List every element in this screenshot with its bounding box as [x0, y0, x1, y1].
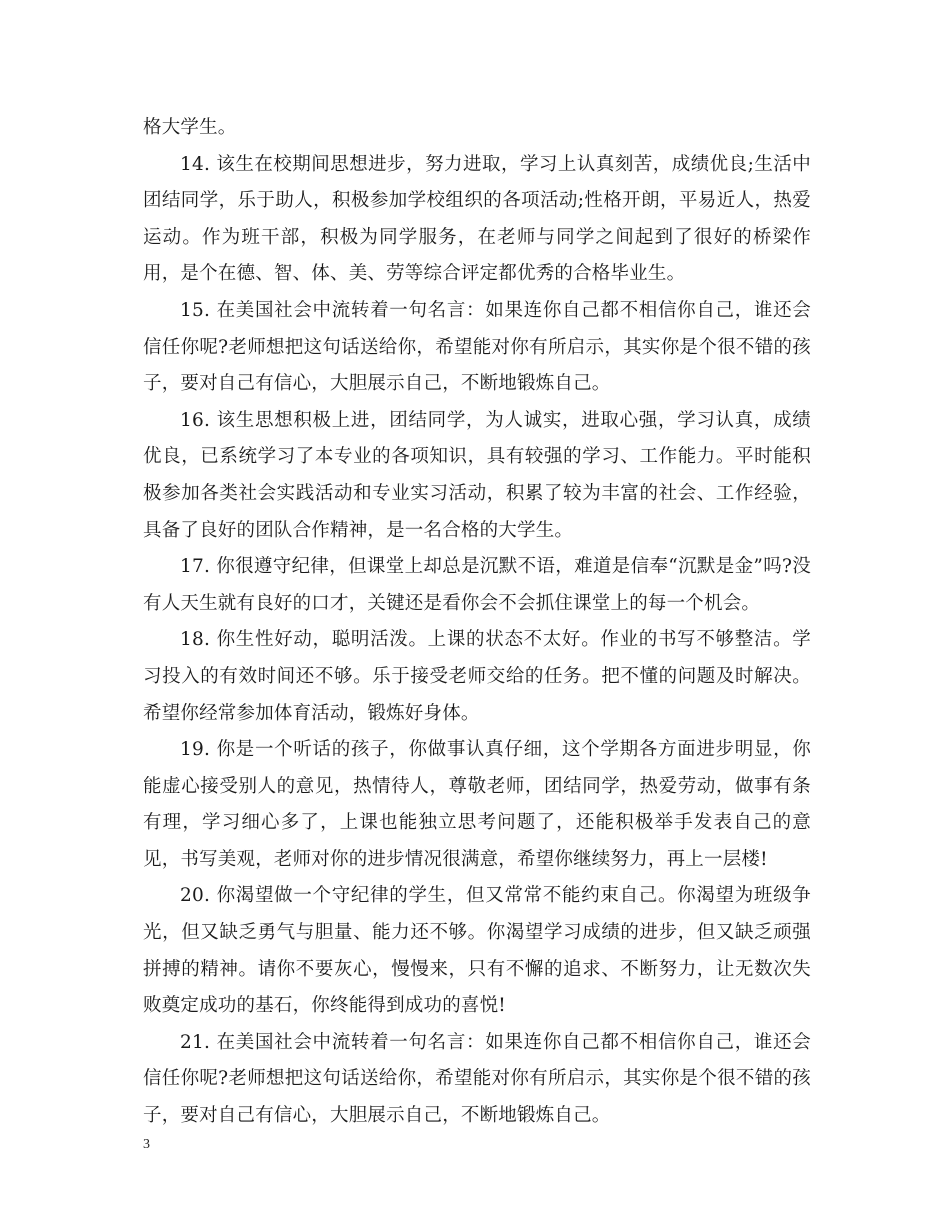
paragraph-17: 17. 你很遵守纪律，但课堂上却总是沉默不语，难道是信奉“沉默是金”吗?没有人天生就有良好的口才，关键还是看你会不会抓住课堂上的每一个机会。 [143, 556, 811, 614]
paragraph-18: 18. 你生性好动，聪明活泼。上课的状态不太好。作业的书写不够整洁。学习投入的有效时间还不够。乐于接受老师交给的任务。把不懂的问题及时解决。希望你经常参加体育活动，锻炼好身体。 [143, 629, 811, 724]
paragraph-continuation: 格大学生。 [143, 117, 237, 138]
paragraph-21: 21. 在美国社会中流转着一句名言：如果连你自己都不相信你自己，谁还会信任你呢?老师想把这句话送给你，希望能对你有所启示，其实你是个很不错的孩子，要对自己有信心，大胆展示自己，不断地锻炼自己。 [143, 1031, 811, 1127]
paragraph-20: 20. 你渴望做一个守纪律的学生，但又常常不能约束自己。你渴望为班级争光，但又缺乏勇气与胆量、能力还不够。你渴望学习成绩的进步，但又缺乏顽强拼搏的精神。请你不要灰心，慢慢来，只有不懈的追求、不断努力，让无数次失败奠定成功的基石，你终能得到成功的喜悦! [143, 885, 811, 1017]
paragraph-14: 14. 该生在校期间思想进步，努力进取，学习上认真刻苦，成绩优良;生活中团结同学，乐于助人，积极参加学校组织的各项活动;性格开朗，平易近人，热爱运动。作为班干部，积极为同学服务，在老师与同学之间起到了很好的桥梁作用，是个在德、智、体、美、劳等综合评定都优秀的合格毕业生。 [143, 153, 811, 285]
page-number: 3 [143, 1137, 150, 1152]
paragraph-19: 19. 你是一个听话的孩子，你做事认真仔细，这个学期各方面进步明显，你能虚心接受别人的意见，热情待人，尊敬老师，团结同学，热爱劳动，做事有条有理，学习细心多了，上课也能独立思考问题了，还能积极举手发表自己的意见，书写美观，老师对你的进步情况很满意，希望你继续努力，再上一层楼! [143, 739, 811, 870]
document-body [143, 110, 811, 1135]
paragraph-15: 15. 在美国社会中流转着一句名言：如果连你自己都不相信你自己，谁还会信任你呢?老师想把这句话送给你，希望能对你有所启示，其实你是个很不错的孩子，要对自己有信心，大胆展示自己，不断地锻炼自己。 [143, 299, 811, 395]
paragraph-16: 16. 该生思想积极上进，团结同学，为人诚实，进取心强，学习认真，成绩优良，已系统学习了本专业的各项知识，具有较强的学习、工作能力。平时能积极参加各类社会实践活动和专业实习活动，积累了较为丰富的社会、工作经验，具备了良好的团队合作精神，是一名合格的大学生。 [143, 409, 811, 541]
